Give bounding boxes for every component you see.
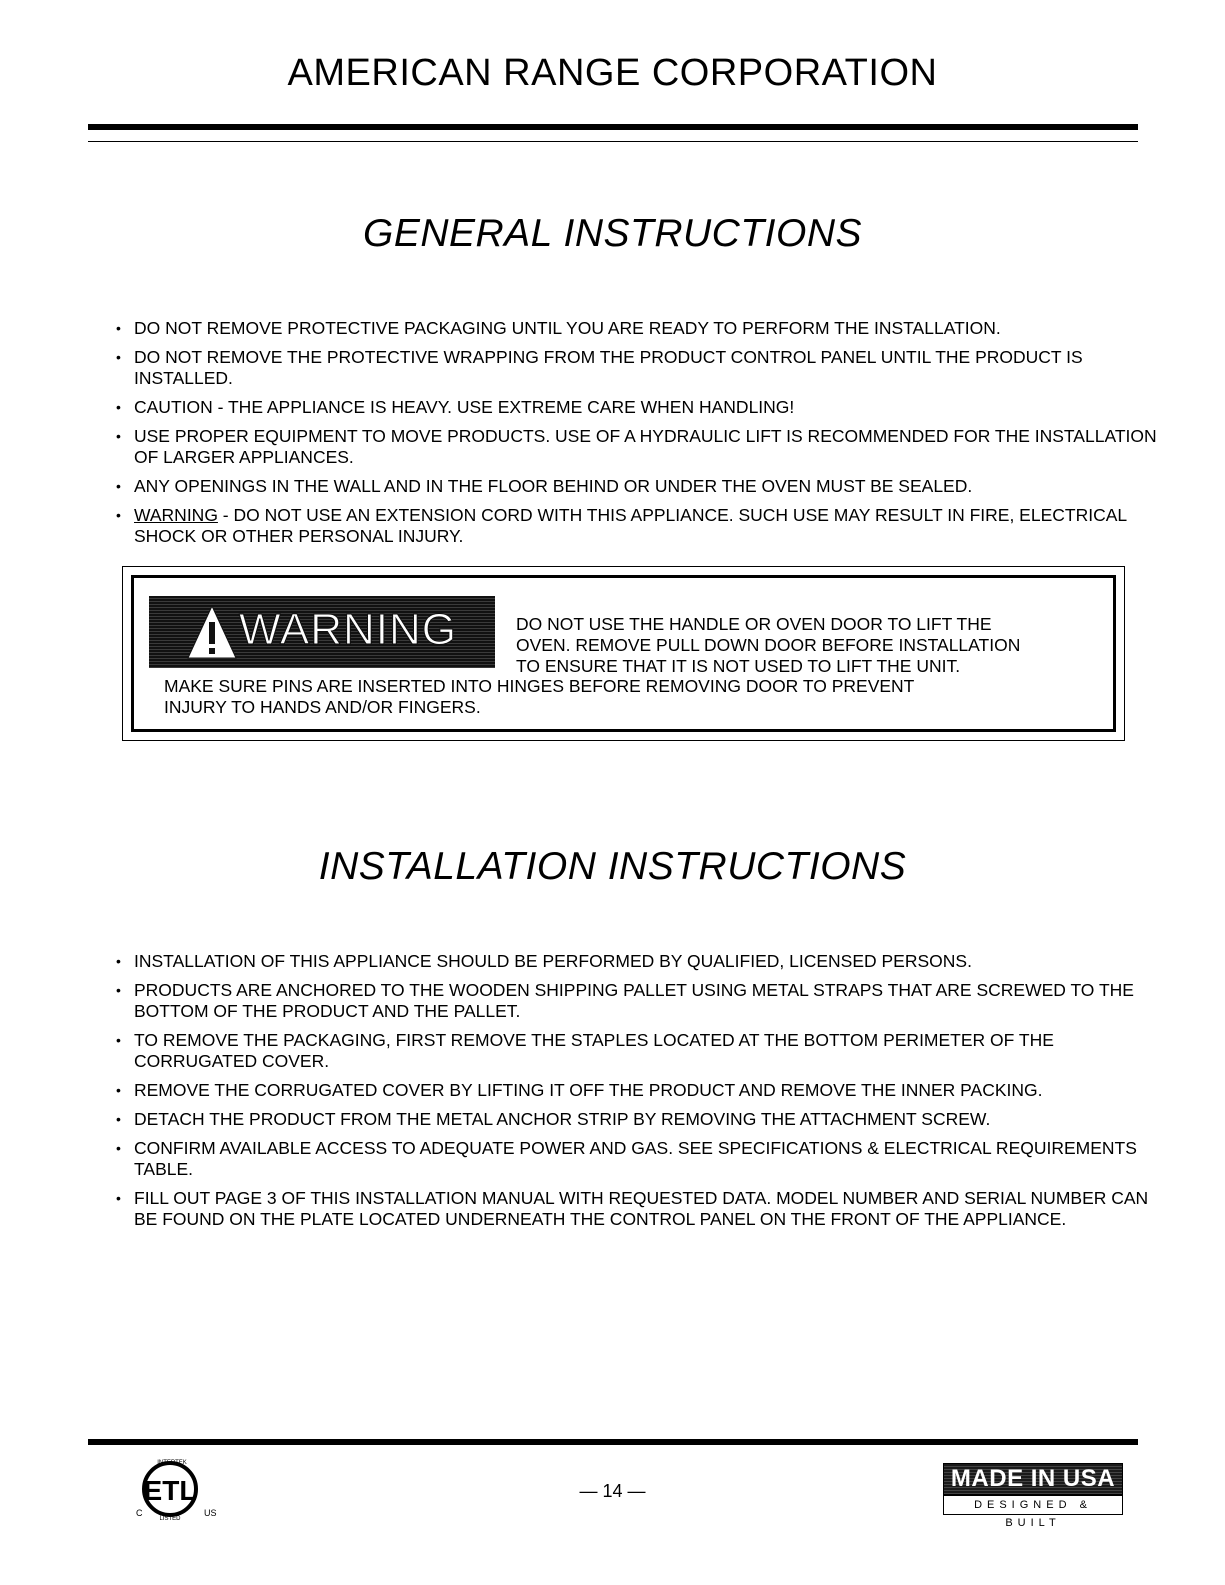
list-item: • CONFIRM AVAILABLE ACCESS TO ADEQUATE POWER AND GAS. SEE SPECIFICATIONS & ELECTRICAL REQUIREMENTS TABLE.	[116, 1138, 1176, 1180]
installation-instructions-list	[116, 951, 1176, 1238]
etl-right: US	[204, 1508, 217, 1518]
warning-line: OVEN. REMOVE PULL DOWN DOOR BEFORE INSTALLATION	[516, 635, 1021, 655]
warning-line: DO NOT USE THE HANDLE OR OVEN DOOR TO LIFT THE	[516, 614, 992, 634]
made-in-usa-logo	[943, 1463, 1123, 1529]
list-item: • INSTALLATION OF THIS APPLIANCE SHOULD BE PERFORMED BY QUALIFIED, LICENSED PERSONS.	[116, 951, 1176, 972]
list-item: • CAUTION - THE APPLIANCE IS HEAVY. USE EXTREME CARE WHEN HANDLING!	[116, 397, 1176, 418]
footer-rule	[88, 1439, 1138, 1445]
header-rule-thick	[88, 124, 1138, 130]
warning-line: MAKE SURE PINS ARE INSERTED INTO HINGES BEFORE REMOVING DOOR TO PREVENT	[164, 676, 915, 696]
list-item: • TO REMOVE THE PACKAGING, FIRST REMOVE THE STAPLES LOCATED AT THE BOTTOM PERIMETER OF THE CORRUGATED COVER.	[116, 1030, 1176, 1072]
list-item: • REMOVE THE CORRUGATED COVER BY LIFTING IT OFF THE PRODUCT AND REMOVE THE INNER PACKING.	[116, 1080, 1176, 1101]
company-name: AMERICAN RANGE CORPORATION	[287, 52, 938, 94]
warning-box	[122, 566, 1125, 741]
installation-instructions-title: INSTALLATION INSTRUCTIONS	[318, 845, 907, 888]
etl-top: INTERTEK	[157, 1460, 187, 1466]
etl-left: C	[136, 1508, 143, 1518]
list-item: • DO NOT REMOVE THE PROTECTIVE WRAPPING FROM THE PRODUCT CONTROL PANEL UNTIL THE PRODUCT IS INSTALLED.	[116, 347, 1176, 389]
warning-triangle-icon	[186, 604, 238, 660]
warning-label: WARNING	[134, 505, 218, 525]
warning-text: - DO NOT USE AN EXTENSION CORD WITH THIS APPLIANCE. SUCH USE MAY RESULT IN FIRE, ELECTRICAL SHOCK OR OTHER PERSONAL INJURY.	[134, 505, 1127, 546]
list-item: • FILL OUT PAGE 3 OF THIS INSTALLATION MANUAL WITH REQUESTED DATA. MODEL NUMBER AND SERIAL NUMBER CAN BE FOUND ON THE PLATE LOCATED UNDERNEATH THE CONTROL PANEL ON THE FRONT OF THE APPLIANCE.	[116, 1188, 1176, 1230]
list-item: • DETACH THE PRODUCT FROM THE METAL ANCHOR STRIP BY REMOVING THE ATTACHMENT SCREW.	[116, 1109, 1176, 1130]
list-item-warning	[116, 505, 1176, 547]
header-rule-thin	[88, 141, 1138, 142]
warning-message-bottom	[164, 676, 1064, 718]
designed-built-text: DESIGNED & BUILT	[943, 1495, 1123, 1515]
warning-badge	[149, 596, 495, 668]
list-item: • DO NOT REMOVE PROTECTIVE PACKAGING UNTIL YOU ARE READY TO PERFORM THE INSTALLATION.	[116, 318, 1176, 339]
general-instructions-title: GENERAL INSTRUCTIONS	[362, 212, 863, 255]
made-in-usa-text: MADE IN USA	[943, 1463, 1123, 1495]
list-item: • PRODUCTS ARE ANCHORED TO THE WOODEN SHIPPING PALLET USING METAL STRAPS THAT ARE SCREWED TO THE BOTTOM OF THE PRODUCT AND THE PALLET.	[116, 980, 1176, 1022]
warning-line: TO ENSURE THAT IT IS NOT USED TO LIFT THE UNIT.	[516, 656, 961, 676]
general-instructions-list	[116, 318, 1176, 555]
etl-mark: ETL	[143, 1475, 197, 1506]
page-number: — 14 —	[579, 1481, 646, 1501]
warning-message	[516, 614, 1096, 677]
warning-box-inner	[131, 575, 1116, 732]
list-item: • USE PROPER EQUIPMENT TO MOVE PRODUCTS. USE OF A HYDRAULIC LIFT IS RECOMMENDED FOR THE INSTALLATION OF LARGER APPLIANCES.	[116, 426, 1176, 468]
warning-badge-text: WARNING	[239, 605, 458, 654]
warning-line: INJURY TO HANDS AND/OR FINGERS.	[164, 697, 481, 717]
etl-bottom: LISTED	[159, 1516, 181, 1522]
list-item: • ANY OPENINGS IN THE WALL AND IN THE FLOOR BEHIND OR UNDER THE OVEN MUST BE SEALED.	[116, 476, 1176, 497]
